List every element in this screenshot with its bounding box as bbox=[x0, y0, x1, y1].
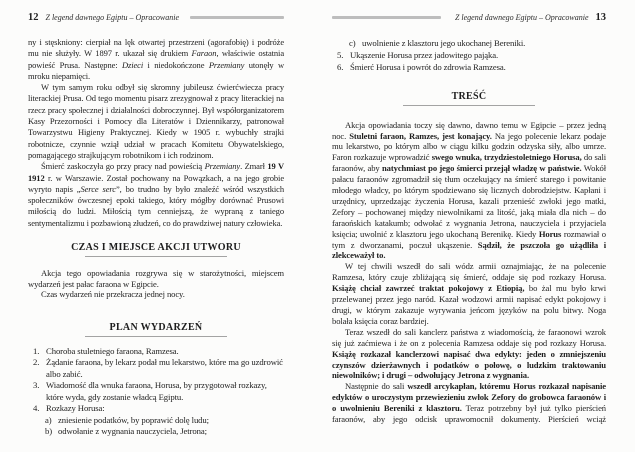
paragraph-text: Teraz wszedł do sali kanclerz państwa z wiadomością, że faraonowi wzrok się już zaćmiewa i że on z polecenia Ramzesa oddaje się pod rozkazy Horusa. Książę rozkazał kanclerzowi napisać dwa edykty: jeden o zmniejszeniu czynszów dzierżawnych i podatków o połowę, o ludzkim traktowaniu niewolników; i drugi – odwołujący Jetrona z wygnania. bbox=[332, 326, 606, 381]
list-item-text: odwołanie z wygnania nauczyciela, Jetrona; bbox=[58, 426, 207, 437]
list-item-text: Wiadomość dla wnuka faraona, Horusa, by przygotował rozkazy, które wyda, gdy zostanie władcą Egiptu. bbox=[46, 380, 267, 402]
plan-list-item bbox=[332, 49, 606, 61]
paragraph bbox=[332, 261, 606, 326]
running-head-right bbox=[332, 12, 606, 23]
plan-list-item bbox=[28, 426, 284, 438]
section-rule-time-place bbox=[85, 256, 227, 257]
page-number-right: 13 bbox=[595, 12, 606, 23]
paragraph-text: Czas wydarzeń nie przekracza jednej nocy. bbox=[41, 289, 185, 300]
running-title-left: Z legend dawnego Egiptu – Opracowanie bbox=[45, 13, 180, 22]
section-rule-tresc bbox=[403, 105, 535, 106]
list-item-text: Śmierć Horusa i powrót do zdrowia Ramzesa. bbox=[350, 62, 506, 73]
paragraph-text: Akcja opowiadania toczy się dawno, dawno temu w Egipcie – przez jedną noc. Stuletni faraon, Ramzes, jest konający. Na jego polecenie lekarz podaje mu lekarstwo, po którym albo w ciągu kilku godzin odzyska siły, albo umrze. Faron rozkazuje wprowadzić swego wnuka, trzydziestoletniego Horusa, do sali faraonów, aby natychmiast po jego śmierci przejął władzę w państwie. Wokół pałacu faraonów zgromadził się tłum oczekujący na śmierć starego i powitanie młodego władcy, po którym spodziewano się licznych dobrodziejstw. Kapłani i urzędnicy, uprzedzając życzenia Horusa, kazali przenieść zwłoki jego matki, Zefory – pochowanej między niewolnikami za litość, jaką miała dla nich – do faraońskich katakumb; odwołać z wygnania Jetrona, nauczyciela i przyjaciela księcia; uwolnić z klasztoru jego ukochaną Berenikę. Kiedy Horus rozmawiał o tym z dworzanami, poczuł ukąszenie. Sądził, że pszczoła go użądliła i zlekceważył to. bbox=[332, 119, 607, 261]
paragraph bbox=[28, 268, 284, 289]
paragraph bbox=[332, 381, 606, 425]
page-number-left: 12 bbox=[28, 12, 39, 23]
header-rule-left bbox=[190, 16, 284, 19]
paragraph-text: Śmierć zaskoczyła go przy pracy nad powieścią Przemiany. Zmarł 19 V 1912 r. w Warszawie. Został pochowany na Powązkach, a na jego grobie wyryto napis „Serce serc”, bo trudno by było znaleźć wśród wszystkich społeczników ówczesnej epoki takiego, który mógłby dorównać Prusowi miłością do ludzi. Miłością tym cenniejszą, że wypraną z taniego sentymentalizmu i pozbawioną złudzeń, co do prawdziwej natury człowieka. bbox=[28, 161, 284, 228]
page-right bbox=[318, 0, 635, 452]
plan-list-continued bbox=[332, 37, 606, 74]
list-item-text: Żądanie faraona, by lekarz podał mu lekarstwo, które ma go uzdrowić albo zabić. bbox=[46, 357, 283, 379]
list-item-marker: 4. bbox=[33, 403, 40, 414]
header-rule-right bbox=[332, 16, 441, 19]
list-item-marker: c) bbox=[349, 38, 356, 48]
running-title-right: Z legend dawnego Egiptu – Opracowanie bbox=[454, 13, 589, 22]
section-rule-plan bbox=[85, 336, 227, 337]
list-item-marker: a) bbox=[45, 414, 52, 425]
time-place-paragraphs bbox=[28, 268, 284, 300]
list-item-marker: b) bbox=[45, 426, 53, 437]
list-item-marker: 3. bbox=[33, 380, 40, 391]
paragraph bbox=[28, 82, 284, 161]
paragraph-text: W tym samym roku odbył się skromny jubileusz ćwierćwiecza pracy literackiej Prusa. Od tego momentu pisarz zrezygnował z pracy literackiej na rzecz pracy społecznej i działalności dobroczynnej. Był współorganizatorem Kasy Przezorności i Pomocy dla Literatów i Dziennikarzy, patronował Towarzystwu Higieny Praktycznej. Kiedy w 1905 r. wybuchły strajki robotnicze, czynnie wziął udział w pracach Komitetu Obywatelskiego, pomagającego strajkującym robotnikom i ich rodzinom. bbox=[28, 82, 284, 160]
list-item-text: Choroba stuletniego faraona, Ramzesa. bbox=[46, 345, 179, 356]
plan-list-item bbox=[332, 61, 606, 73]
intro-paragraphs bbox=[28, 37, 284, 229]
list-item-text: zniesienie podatków, by poprawić dolę ludu; bbox=[58, 414, 209, 425]
paragraph bbox=[332, 120, 606, 262]
list-item-marker: 6. bbox=[337, 62, 344, 73]
list-item-text: Rozkazy Horusa: bbox=[46, 403, 105, 414]
tresc-paragraphs bbox=[332, 120, 606, 425]
plan-list bbox=[28, 346, 284, 438]
list-item-text: uwolnienie z klasztoru jego ukochanej Bereniki. bbox=[362, 38, 526, 48]
section-title-tresc: TREŚĆ bbox=[451, 90, 487, 102]
plan-list-item bbox=[28, 403, 284, 415]
list-item-text: Ukąszenie Horusa przez jadowitego pająka. bbox=[350, 50, 499, 61]
paragraph-text: Następnie do sali wszedł arcykapłan, któremu Horus rozkazał napisanie edyktów o uroczystym przewiezieniu zwłok Zefory do grobowca faraonów i o uwolnieniu Bereniki z klasztoru. Teraz potrzebny był już tylko pierścień faraonów, aby jego odcisk uprawomocnił dokumenty. Pierścień wciąż bbox=[332, 381, 606, 425]
list-item-marker: 2. bbox=[33, 357, 40, 368]
plan-list-item bbox=[28, 357, 284, 380]
section-title-plan: PLAN WYDARZEŃ bbox=[109, 321, 203, 333]
paragraph bbox=[28, 289, 284, 300]
paragraph-text: W tej chwili wszedł do sali wódz armii oznajmiając, że na polecenie Ramzesa, który czuje zbliżającą się śmierć, oddaje się pod rozkazy Horusa. Książę chciał zawrzeć traktat pokojowy z Etiopią, bo żal mu było krwi przelewanej przez jego naród. Kazał wodzowi armii napisać edykt pokojowy i drugi, w którym zakazuje wyrywania jeńcom języków na polu bitwy. Noga bolała księcia coraz bardziej. bbox=[332, 261, 606, 326]
paragraph bbox=[332, 327, 606, 382]
plan-list-item bbox=[28, 346, 284, 358]
plan-list-item bbox=[28, 415, 284, 427]
running-head-left bbox=[28, 12, 284, 23]
list-item-marker: 5. bbox=[337, 50, 344, 61]
paragraph-text: ny i stęskniony: cierpiał na lęk otwartej przestrzeni (agorafobię) i podróże mu nie służyły. W 1897 r. ukazał się drukiem Faraon, właściwie ostatnia powieść Prusa. Następne: Dzieci i niedokończone Przemiany utonęły w mroku niepamięci. bbox=[28, 37, 285, 81]
plan-list-item bbox=[332, 37, 606, 49]
paragraph bbox=[28, 37, 284, 82]
paragraph bbox=[28, 161, 284, 229]
paragraph-text: Akcja tego opowiadania rozgrywa się w starożytności, miejscem wydarzeń jest pałac faraona w Egipcie. bbox=[28, 268, 284, 289]
plan-list-item bbox=[28, 380, 284, 403]
list-item-marker: 1. bbox=[33, 345, 40, 356]
section-title-time-place: CZAS I MIEJSCE AKCJI UTWORU bbox=[71, 242, 241, 254]
